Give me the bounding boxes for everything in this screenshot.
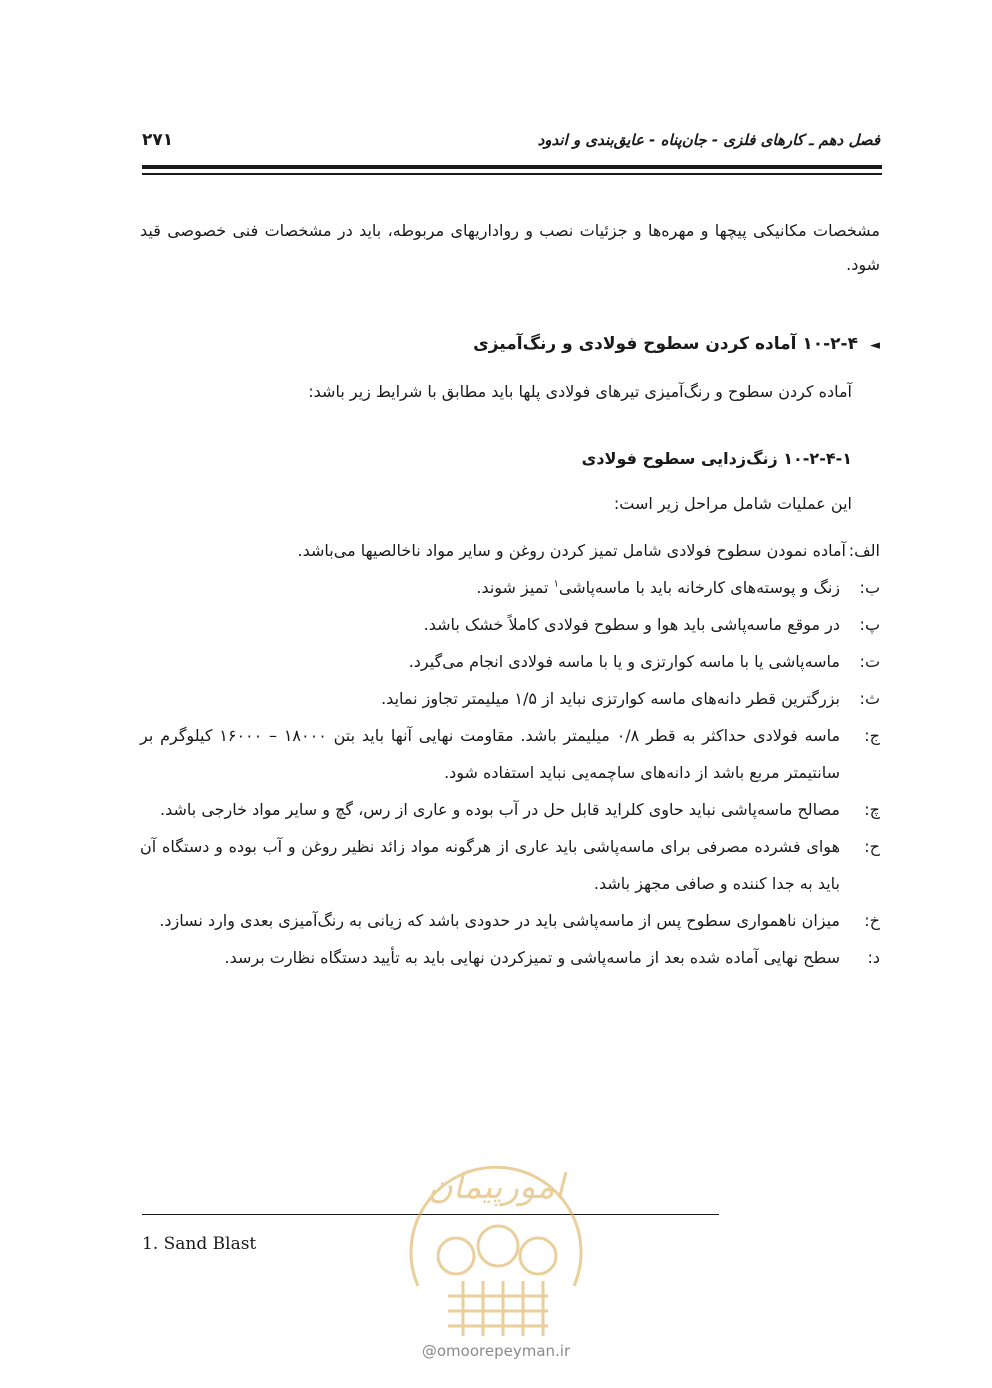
running-header-title: فصل دهم ـ کارهای فلزی - جان‌پناه - عایق‌بندی و اندود <box>537 131 880 149</box>
paragraph-steps-intro: این عملیات شامل مراحل زیر است: <box>613 494 852 513</box>
section-heading-surface-prep <box>140 327 880 363</box>
list-item-marker: ث: <box>859 689 880 708</box>
section-heading-text: ۱۰-۲-۴ آماده کردن سطوح فولادی و رنگ‌آمیزی <box>473 334 858 354</box>
list-item <box>140 939 880 976</box>
watermark-logo-text: امورپیمان <box>427 1167 565 1207</box>
list-item-text: ماسه فولادی حداکثر به قطر ۰/۸ میلیمتر باشد. مقاومت نهایی آنها باید بتن ۱۸۰۰۰ – ۱۶۰۰۰ کیلوگرم بر سانتیمتر مربع باشد از دانه‌های ساچمه‌یی نباید استفاده شود. <box>140 726 841 782</box>
list-item <box>140 791 880 828</box>
steps-list <box>140 532 880 976</box>
paragraph-bolt-specs: مشخصات مکانیکی پیچها و مهره‌ها و جزئیات نصب و رواداریهای مربوطه، باید در مشخصات فنی خصوصی قید شود. <box>140 221 880 274</box>
list-item-text: میزان ناهمواری سطوح پس از ماسه‌پاشی باید در حدودی باشد که زیانی به رنگ‌آمیزی بعدی وارد نسازد. <box>159 911 840 930</box>
list-item-text-cont: تمیز شوند. <box>476 578 554 597</box>
list-item-marker: الف: <box>848 541 880 560</box>
list-item-text: سطح نهایی آماده شده بعد از ماسه‌پاشی و تمیزکردن نهایی باید به تأیید دستگاه نظارت برسد. <box>224 948 840 967</box>
list-item-text: آماده نمودن سطوح فولادی شامل تمیز کردن روغن و سایر مواد ناخالصیها می‌باشد. <box>297 541 846 560</box>
footnote: 1. Sand Blast <box>142 1234 257 1254</box>
paragraph-surface-prep-intro: آماده کردن سطوح و رنگ‌آمیزی تیرهای فولادی پلها باید مطابق با شرایط زیر باشد: <box>308 382 852 401</box>
list-item-marker: ت: <box>859 652 880 671</box>
footnote-reference[interactable]: ۱ <box>553 578 559 590</box>
list-item-marker: ح: <box>864 837 880 856</box>
list-item-text: زنگ و پوسته‌های کارخانه باید با ماسه‌پاشی <box>558 578 840 597</box>
list-item-text: مصالح ماسه‌پاشی نباید حاوی کلراید قابل حل در آب بوده و عاری از رس، گچ و سایر مواد خارجی باشد. <box>160 800 840 819</box>
list-item-text: بزرگترین قطر دانه‌های ماسه کوارتزی نباید از ۱/۵ میلیمتر تجاوز نماید. <box>381 689 840 708</box>
list-item-text: در موقع ماسه‌پاشی باید هوا و سطوح فولادی کاملاً خشک باشد. <box>423 615 840 634</box>
page-number: ۲۷۱ <box>142 130 174 150</box>
triangle-bullet-icon: ◄ <box>870 338 880 353</box>
watermark-logo-icon <box>378 1136 614 1336</box>
list-item <box>140 828 880 902</box>
list-item-marker: خ: <box>864 911 880 930</box>
header-rule-thin <box>142 173 882 175</box>
list-item-text: هوای فشرده مصرفی برای ماسه‌پاشی باید عاری از هرگونه مواد زائد نظیر روغن و آب بوده و دستگاه آن باید به جدا کننده و صافی مجهز باشد. <box>140 837 840 893</box>
list-item-marker: چ: <box>864 800 880 819</box>
list-item-marker: د: <box>867 948 880 967</box>
header-rule-thick <box>142 165 882 169</box>
list-item <box>140 606 880 643</box>
list-item-marker: ب: <box>859 578 880 597</box>
subsection-heading-rust-removal: ۱۰-۲-۴-۱ زنگ‌زدایی سطوح فولادی <box>581 449 852 468</box>
list-item-marker: ج: <box>864 726 880 745</box>
list-item-marker: پ: <box>859 615 880 634</box>
list-item <box>140 902 880 939</box>
list-item <box>140 717 880 791</box>
list-item <box>140 680 880 717</box>
list-item-text: ماسه‌پاشی یا با ماسه کوارتزی و یا با ماسه فولادی انجام می‌گیرد. <box>408 652 840 671</box>
watermark-site: @omoorepeyman.ir <box>421 1342 571 1360</box>
list-item <box>140 532 880 569</box>
list-item <box>140 643 880 680</box>
list-item <box>140 569 880 606</box>
